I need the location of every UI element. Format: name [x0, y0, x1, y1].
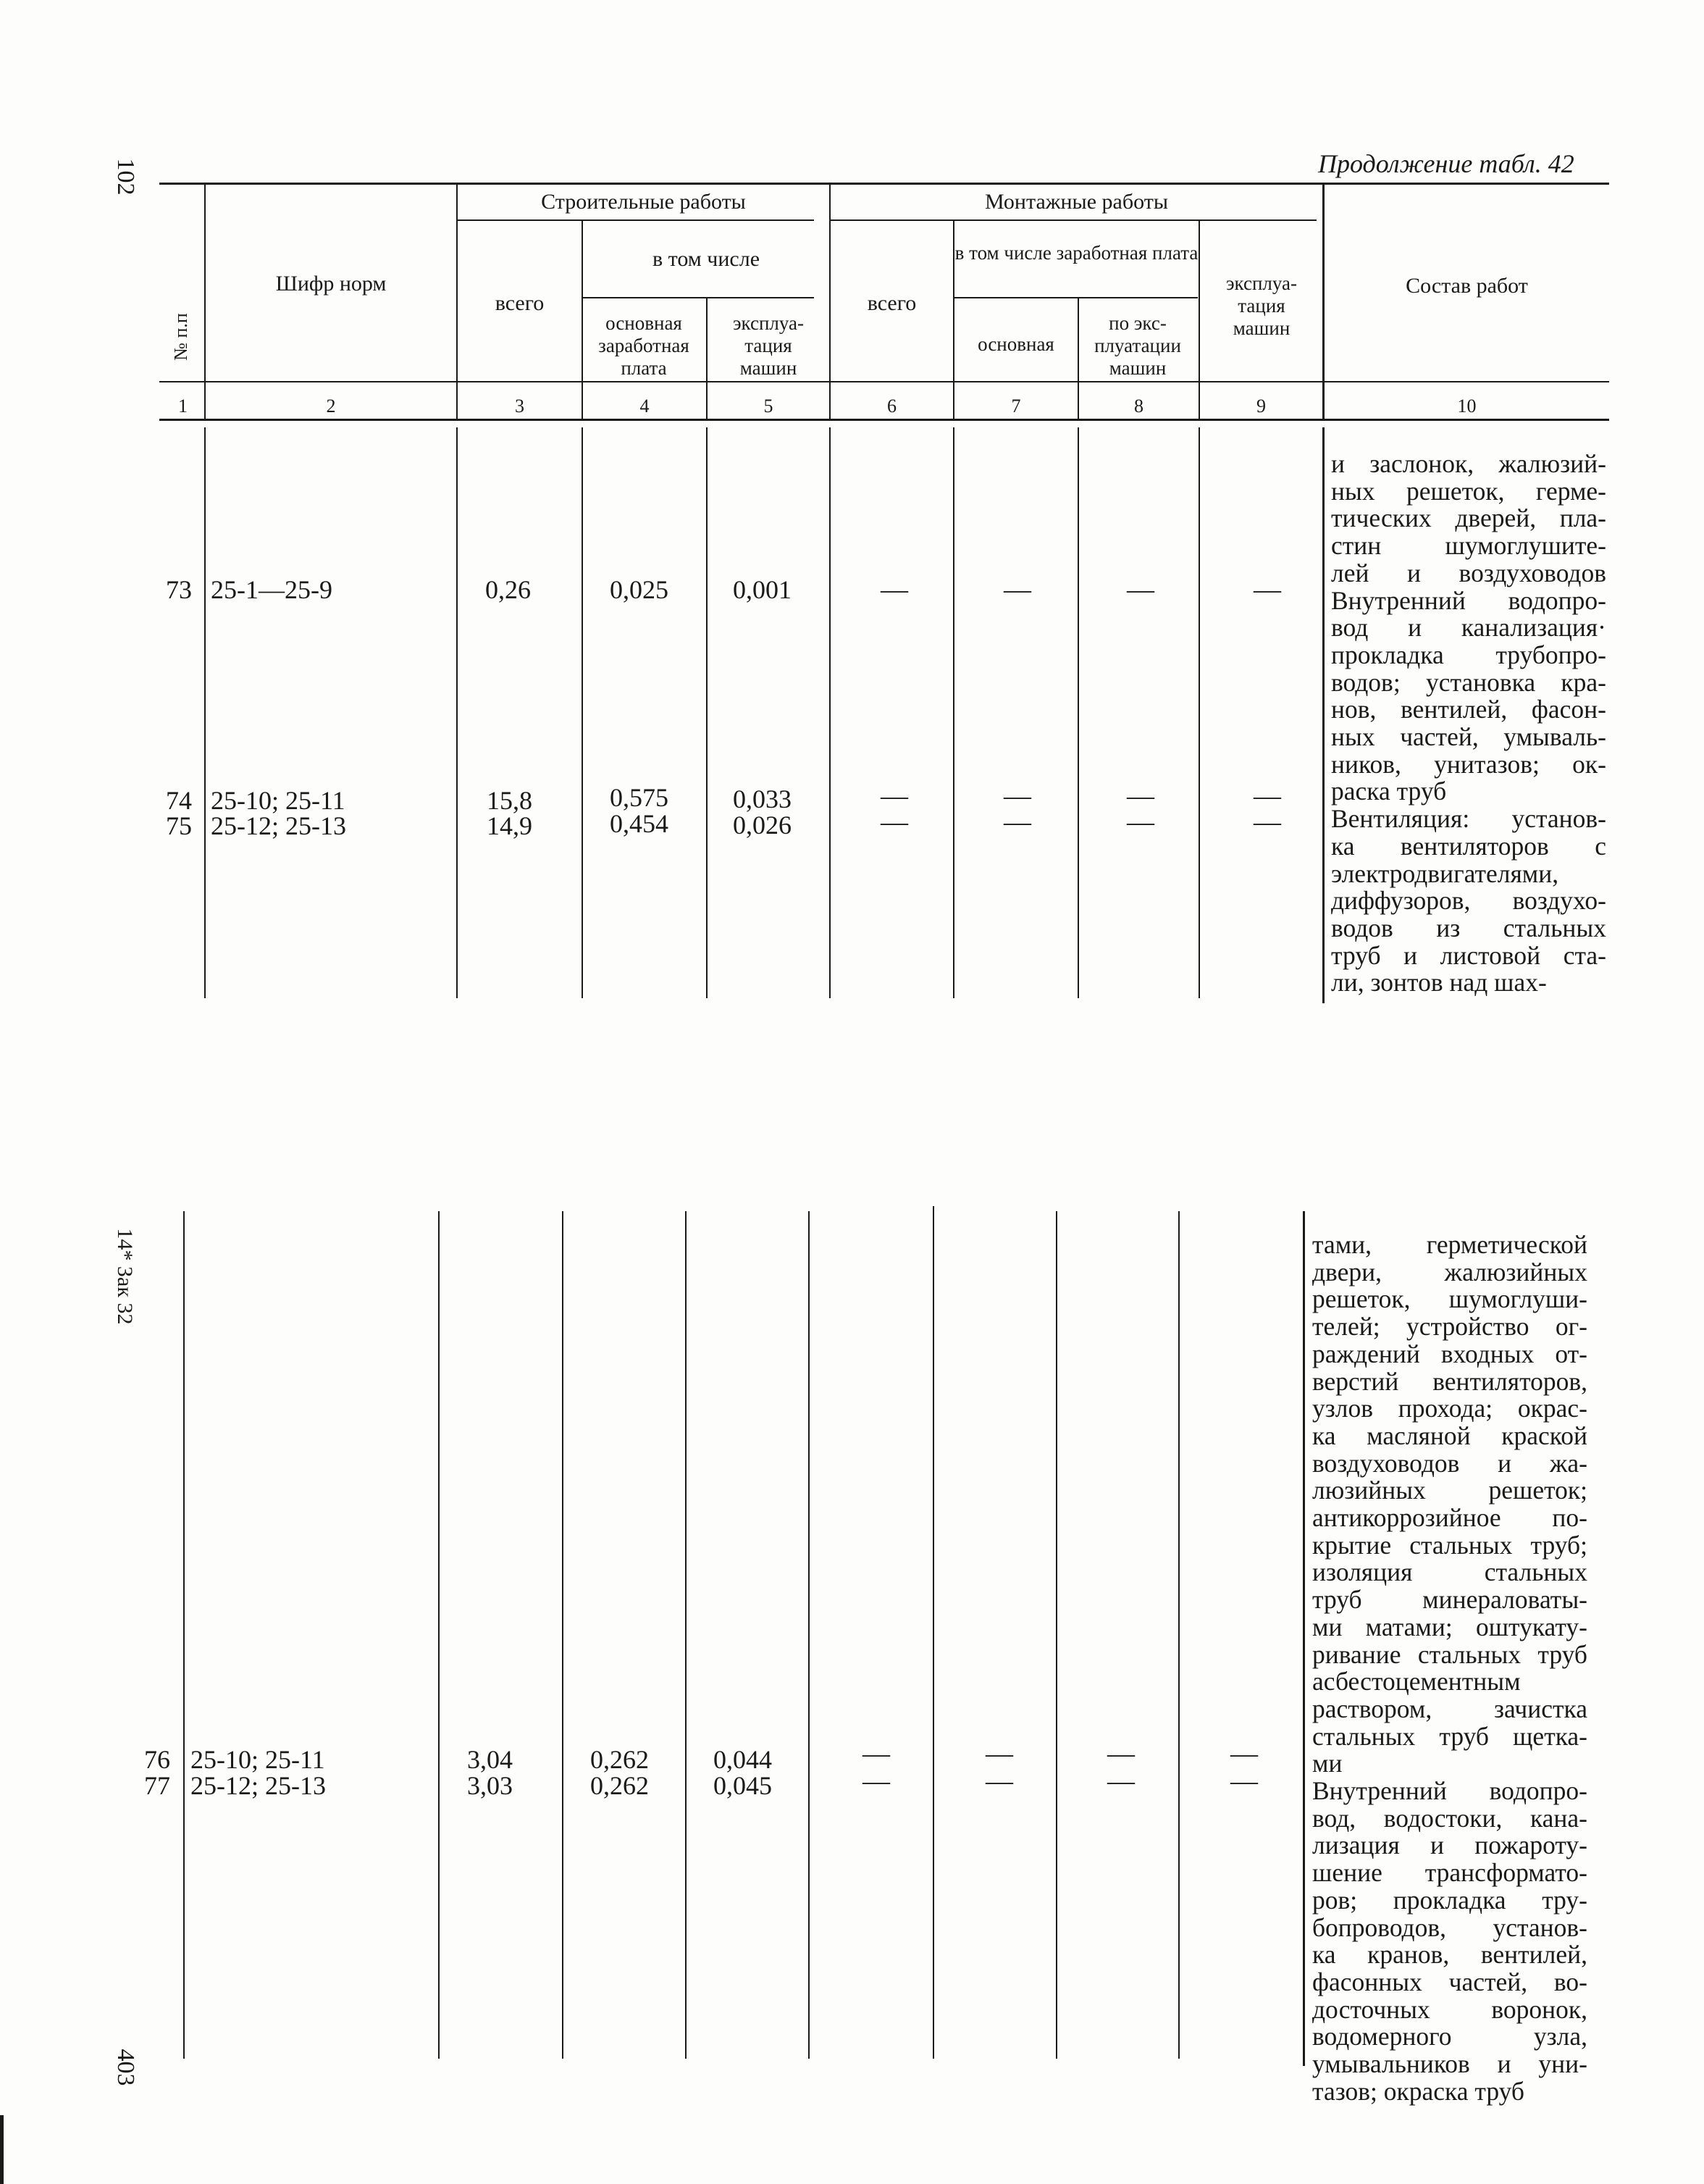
- page-number-right: 403: [112, 2049, 139, 2086]
- description-line: телей; устройство ог-: [1312, 1312, 1587, 1342]
- installation-total: —: [881, 574, 908, 605]
- header-vrule: [1322, 185, 1325, 420]
- construction-machines: 0,044: [713, 1745, 772, 1774]
- description-line: лизация и пожароту-: [1312, 1831, 1587, 1860]
- description-line: ривание стальных труб: [1312, 1639, 1587, 1669]
- column-number: 9: [1256, 396, 1266, 417]
- installation-machine-wage: —: [1127, 807, 1154, 837]
- norm-code: 25-10; 25-11: [211, 786, 345, 815]
- body-vrule: [808, 1211, 810, 2059]
- description-line: труб минераловаты-: [1312, 1585, 1587, 1615]
- construction-wage: 0,262: [590, 1745, 649, 1774]
- description-line: ка вентиляторов с: [1331, 831, 1606, 861]
- body-vrule: [204, 427, 206, 998]
- continuation-title: Продолжение табл. 42: [1318, 149, 1574, 178]
- body-vrule: [706, 427, 708, 998]
- construction-machines: 0,045: [713, 1771, 772, 1800]
- column-number: 8: [1134, 396, 1143, 417]
- print-note: 14* Зак 32: [113, 1228, 137, 1325]
- installation-machine-wage: —: [1127, 574, 1154, 605]
- description-line: ли, зонтов над шах-: [1331, 968, 1547, 997]
- header-bottom-rule: [159, 381, 1609, 382]
- description-line: ми: [1312, 1749, 1343, 1778]
- installation-machines: —: [1254, 574, 1281, 605]
- construction-group-rule: [458, 219, 814, 221]
- installation-total: —: [863, 1739, 890, 1769]
- installation-machines: —: [1230, 1739, 1258, 1769]
- construction-total: 15,8: [487, 786, 532, 815]
- col-code-header: Шифр норм: [275, 272, 387, 296]
- description-line: бопроводов, установ-: [1312, 1912, 1587, 1942]
- description-line: ка кранов, вентилей,: [1312, 1940, 1587, 1970]
- construction-incl-header: в том числе: [652, 247, 760, 271]
- body-vrule: [1199, 427, 1200, 998]
- description-line: и заслонок, жалюзий-: [1331, 449, 1606, 478]
- description-line: тазов; окраска труб: [1312, 2076, 1524, 2106]
- installation-basic: —: [986, 1739, 1013, 1769]
- description-line: антикоррозийное по-: [1312, 1503, 1587, 1533]
- installation-machines: —: [1230, 1766, 1258, 1796]
- description-line: изоляция стальных: [1312, 1557, 1587, 1587]
- description-line: двери, жалюзийных: [1312, 1257, 1587, 1286]
- description-line: верстий вентиляторов,: [1312, 1366, 1587, 1396]
- description-line: водов; установка кра-: [1331, 667, 1606, 697]
- description-line: крытие стальных труб;: [1312, 1530, 1587, 1560]
- row-number: 73: [166, 575, 192, 604]
- construction-wage-header: основная заработная плата: [598, 312, 689, 379]
- installation-machine-wage: —: [1127, 781, 1154, 811]
- construction-incl-rule: [583, 297, 814, 298]
- column-number: 3: [515, 396, 524, 417]
- construction-machines: 0,033: [733, 785, 792, 813]
- description-line: воздуховодов и жа-: [1312, 1448, 1587, 1478]
- construction-machines: 0,001: [733, 575, 792, 604]
- header-vrule: [204, 185, 206, 420]
- scan-edge-mark: [0, 2115, 4, 2184]
- body-vrule: [685, 1211, 687, 2059]
- installation-incl-header: в том числе заработная плата: [954, 242, 1199, 264]
- col-no-header: № п.п: [170, 313, 191, 361]
- installation-group-header: Монтажные работы: [985, 190, 1168, 214]
- installation-basic: —: [1004, 781, 1031, 811]
- description-line: Вентиляция: установ-: [1331, 804, 1606, 834]
- row-number: 77: [144, 1771, 170, 1800]
- column-number: 4: [639, 396, 650, 417]
- norm-code: 25-10; 25-11: [190, 1745, 325, 1774]
- installation-total-header: всего: [867, 291, 917, 315]
- construction-total-header: всего: [495, 291, 545, 315]
- installation-basic: —: [1004, 574, 1031, 605]
- body-vrule: [456, 427, 458, 998]
- installation-machine-wage-header: по экс-плуатации машин: [1094, 312, 1181, 379]
- description-line: шение трансформато-: [1312, 1858, 1587, 1888]
- description-line: решеток, шумоглуши-: [1312, 1284, 1587, 1314]
- column-number: 7: [1011, 396, 1021, 417]
- body-vrule: [933, 1206, 934, 2059]
- body-vrule: [1056, 1211, 1057, 2059]
- installation-total: —: [881, 807, 908, 837]
- construction-total: 14,9: [487, 811, 532, 840]
- installation-total: —: [881, 781, 908, 811]
- installation-basic: —: [986, 1766, 1013, 1796]
- body-vrule: [582, 427, 583, 998]
- description-line: нов, вентилей, фасон-: [1331, 695, 1606, 724]
- column-number: 5: [763, 396, 773, 417]
- body-vrule: [1178, 1211, 1180, 2059]
- description-line: Внутренний водопро-: [1331, 585, 1606, 615]
- construction-total: 0,26: [485, 575, 531, 604]
- description-line: тических дверей, пла-: [1331, 503, 1606, 533]
- installation-machines: —: [1254, 807, 1281, 837]
- col-work-header: Состав работ: [1406, 274, 1528, 298]
- body-vrule: [1303, 1211, 1305, 2066]
- page-number-left: 102: [112, 158, 139, 196]
- norm-code: 25-12; 25-13: [211, 811, 346, 840]
- description-line: фасонных частей, во-: [1312, 1967, 1587, 1996]
- description-line: ных решеток, герме-: [1331, 476, 1606, 506]
- row-number: 75: [166, 811, 192, 840]
- construction-machines-header: эксплуа-тация машин: [732, 312, 805, 379]
- body-vrule: [953, 427, 954, 998]
- construction-total: 3,03: [467, 1771, 513, 1800]
- installation-machine-wage: —: [1107, 1739, 1135, 1769]
- description-line: люзийных решеток;: [1312, 1476, 1587, 1505]
- description-line: раствором, зачистка: [1312, 1694, 1587, 1723]
- description-line: умывальников и уни-: [1312, 2049, 1587, 2079]
- row-number: 76: [144, 1745, 170, 1774]
- description-line: водов из стальных: [1331, 913, 1606, 942]
- description-line: вод и канализация·: [1331, 613, 1606, 643]
- column-number: 1: [178, 396, 188, 417]
- body-vrule: [183, 1211, 185, 2059]
- description-line: труб и листовой ста-: [1331, 940, 1606, 970]
- description-line: стальных труб щетка-: [1312, 1721, 1587, 1751]
- description-line: ников, унитазов; ок-: [1331, 749, 1606, 779]
- description-line: тами, герметической: [1312, 1230, 1587, 1259]
- body-vrule: [1322, 427, 1325, 1003]
- description-line: досточных воронок,: [1312, 1994, 1587, 2024]
- description-line: водомерного узла,: [1312, 2022, 1587, 2051]
- description-line: раждений входных от-: [1312, 1339, 1587, 1368]
- description-line: ных частей, умываль-: [1331, 722, 1606, 752]
- norm-code: 25-1—25-9: [211, 575, 332, 604]
- column-number: 10: [1457, 396, 1477, 417]
- row-number: 74: [166, 786, 192, 815]
- description-line: Внутренний водопро-: [1312, 1776, 1587, 1806]
- description-line: асбестоцементным: [1312, 1667, 1521, 1696]
- description-line: ка масляной краской: [1312, 1421, 1587, 1450]
- installation-group-rule: [830, 219, 1317, 221]
- construction-wage: 0,454: [610, 809, 668, 838]
- description-line: стин шумоглушите-: [1331, 531, 1606, 561]
- installation-basic: —: [1004, 807, 1031, 837]
- construction-wage: 0,262: [590, 1771, 649, 1800]
- description-line: ров; прокладка тру-: [1312, 1885, 1587, 1915]
- body-vrule: [562, 1211, 563, 2059]
- installation-incl-rule: [954, 297, 1198, 298]
- column-number: 6: [887, 396, 897, 417]
- description-line: ми матами; оштукату-: [1312, 1612, 1587, 1641]
- description-line: раска труб: [1331, 777, 1447, 806]
- installation-machines-header: эксплуа-тация машин: [1225, 272, 1298, 339]
- installation-basic-header: основная: [978, 333, 1054, 355]
- description-line: вод, водостоки, кана-: [1312, 1803, 1587, 1833]
- description-line: прокладка трубопро-: [1331, 640, 1606, 669]
- construction-group-header: Строительные работы: [541, 190, 746, 214]
- description-line: лей и воздуховодов: [1331, 558, 1606, 587]
- installation-total: —: [863, 1766, 890, 1796]
- installation-machine-wage: —: [1107, 1766, 1135, 1796]
- installation-machines: —: [1254, 781, 1281, 811]
- description-line: диффузоров, воздухо-: [1331, 886, 1606, 916]
- norm-code: 25-12; 25-13: [190, 1771, 326, 1800]
- column-number: 2: [326, 396, 336, 417]
- description-line: электродвигателями,: [1331, 858, 1559, 888]
- body-vrule: [1078, 427, 1079, 998]
- construction-wage: 0,575: [610, 783, 668, 812]
- header-top-rule: [159, 183, 1609, 185]
- description-line: узлов прохода; окрас-: [1312, 1394, 1587, 1423]
- colnum-bottom-rule: [159, 419, 1609, 421]
- header-vrule: [1199, 221, 1200, 420]
- construction-wage: 0,025: [610, 575, 668, 604]
- construction-total: 3,04: [467, 1745, 513, 1774]
- body-vrule: [438, 1211, 440, 2059]
- construction-machines: 0,026: [733, 811, 792, 840]
- work-description-top: [1331, 451, 1606, 997]
- body-vrule: [829, 427, 831, 998]
- work-description-bottom: [1312, 1231, 1587, 2106]
